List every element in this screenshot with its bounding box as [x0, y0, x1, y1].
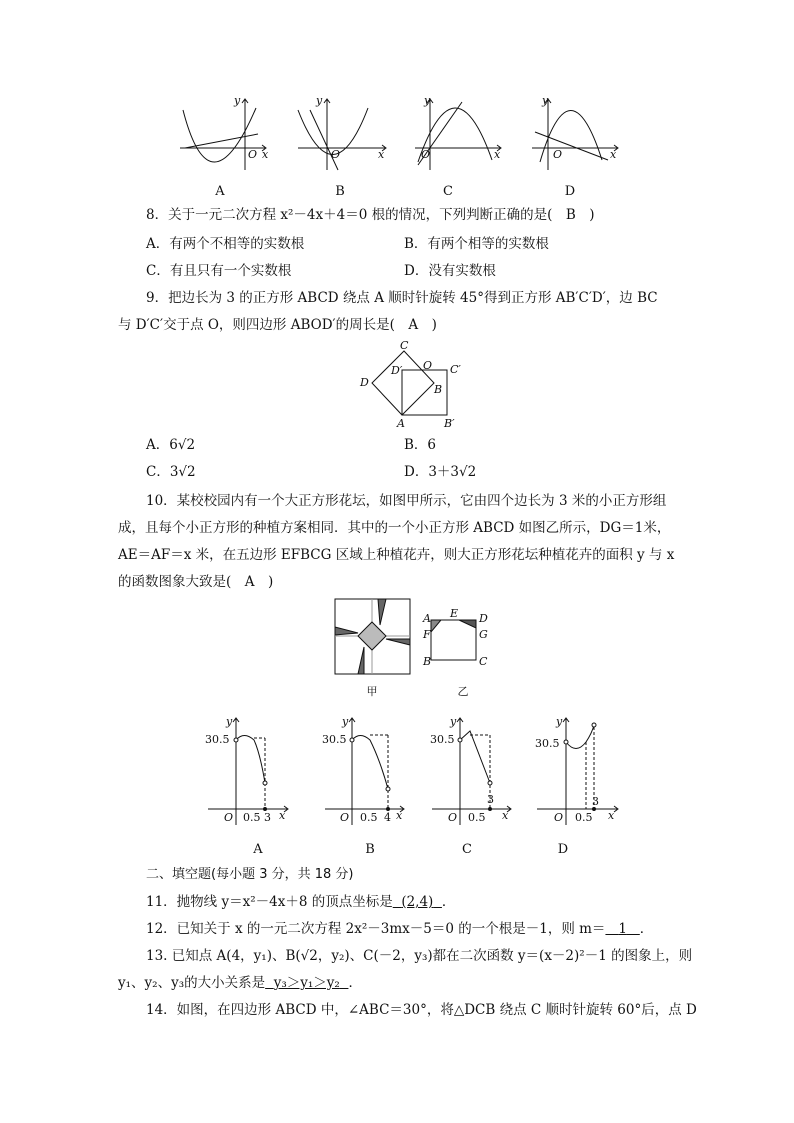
gD-y: y — [556, 715, 563, 728]
yi-label-a: A — [423, 612, 431, 625]
gB-y: y — [342, 715, 349, 728]
q8-option-d: D．没有实数根 — [404, 263, 496, 279]
gD-t1: 0.5 — [575, 811, 593, 824]
q11-end: ． — [441, 894, 456, 910]
q10-graph-label-b: B — [365, 842, 375, 857]
q9-option-b: B．6 — [404, 437, 437, 453]
gC-t1: 0.5 — [468, 811, 486, 824]
q13-answer: y₃＞y₁＞y₂ — [273, 975, 340, 991]
gA-val: 30.5 — [205, 733, 230, 746]
q9-option-a: A．6√2 — [146, 437, 196, 453]
q11 — [146, 893, 455, 911]
q7-label-c: C — [443, 184, 453, 199]
q7-b-x: x — [378, 148, 385, 161]
yi-label-e: E — [450, 607, 459, 620]
gC-y: y — [450, 715, 457, 728]
q7-label-a: A — [215, 184, 225, 199]
q9-label-d-prime: D′ — [391, 364, 403, 377]
q9-figure — [0, 340, 794, 430]
q7-graphs — [0, 0, 794, 200]
yi-label-b: B — [423, 655, 432, 668]
q10-figures — [0, 595, 794, 705]
gB-t1: 0.5 — [360, 811, 378, 824]
yi-label-g: G — [479, 628, 488, 641]
q9-line1: 9．把边长为 3 的正方形 ABCD 绕点 A 顺时针旋转 45°得到正方形 AB′C′D′，边 BC — [146, 290, 658, 306]
gA-y: y — [226, 715, 233, 728]
q11-answer: (2,4) — [401, 894, 434, 910]
q10-line4: 的函数图象大致是( A ) — [118, 574, 274, 590]
figure-jia — [335, 599, 410, 674]
gD-x: x — [608, 809, 615, 822]
q13-line2-pre: y₁、y₂、y₃的大小关系是 — [118, 975, 266, 991]
gB-o: O — [340, 811, 350, 824]
q8-option-c: C．有且只有一个实数根 — [146, 263, 292, 279]
gB-t2: 4 — [384, 811, 391, 824]
q8-option-a: A．有两个不相等的实数根 — [146, 236, 305, 252]
q7-a-o: O — [248, 148, 258, 161]
q9-option-c: C．3√2 — [146, 464, 196, 480]
gA-o: O — [224, 811, 234, 824]
q9-option-d: D．3＋3√2 — [404, 464, 477, 480]
q9-label-a: A — [397, 417, 405, 430]
fig-jia-caption: 甲 — [366, 685, 378, 698]
q12-stem: 12．已知关于 x 的一元二次方程 2x²－3mx－5＝0 的一个根是－1，则 m＝ — [146, 921, 606, 937]
q9-label-o: O — [423, 359, 433, 372]
gA-t2: 3 — [264, 811, 271, 824]
gC-t2: 3 — [487, 793, 494, 806]
q7-a-y: y — [234, 94, 241, 107]
q12-answer: 1 — [618, 921, 627, 937]
gC-o: O — [448, 811, 458, 824]
q13-line1: 13. 已知点 A(4，y₁)、B(√2，y₂)、C(－2，y₃)都在二次函数 y＝(x－2)²－1 的图象上，则 — [146, 948, 693, 964]
yi-label-f: F — [423, 628, 431, 641]
q9-label-d: D — [360, 376, 369, 389]
yi-label-c: C — [479, 655, 488, 668]
q8-option-b: B．有两个相等的实数根 — [404, 236, 549, 252]
q11-stem: 11．抛物线 y＝x²－4x＋8 的顶点坐标是 — [146, 894, 393, 910]
gC-x: x — [502, 809, 509, 822]
q7-d-x: x — [610, 148, 617, 161]
q9-label-c-prime: C′ — [450, 363, 461, 376]
q13-end: ． — [348, 975, 362, 991]
q10-line1: 10．某校校园内有一个大正方形花坛，如图甲所示，它由四个边长为 3 米的小正方形组 — [146, 493, 667, 509]
q7-b-y: y — [316, 94, 323, 107]
gB-val: 30.5 — [322, 733, 347, 746]
q10-graph-label-d: D — [557, 842, 569, 857]
q7-label-b: B — [335, 184, 345, 199]
q12-end: ． — [639, 921, 654, 937]
q10-graph-label-c: C — [462, 842, 472, 857]
yi-label-d: D — [479, 612, 488, 625]
q10-line2: 成，且每个小正方形的种植方案相同．其中的一个小正方形 ABCD 如图乙所示，DG＝1米， — [118, 520, 671, 536]
gC-val: 30.5 — [430, 733, 455, 746]
q7-c-y: y — [424, 94, 431, 107]
gD-t2: 3 — [592, 795, 599, 808]
q7-a-x: x — [262, 148, 269, 161]
q9-label-b: B — [434, 383, 443, 396]
q10-graphs — [0, 705, 794, 865]
q10-line3: AE＝AF＝x 米，在五边形 EFBCG 区域上种植花卉，则大正方形花坛种植花卉的面积 y 与 x — [118, 547, 675, 563]
q7-d-o: O — [553, 148, 563, 161]
section2-title: 二、填空题(每小题 3 分，共 18 分) — [146, 867, 354, 882]
fig-yi-caption: 乙 — [457, 685, 469, 698]
q9-label-b-prime: B′ — [444, 417, 455, 430]
q9-label-c: C — [400, 340, 409, 352]
q7-c-x: x — [494, 148, 501, 161]
q14-line1: 14．如图，在四边形 ABCD 中，∠ABC＝30°，将△DCB 绕点 C 顺时针旋转 60°后，点 D — [146, 1002, 697, 1018]
gD-o: O — [554, 811, 564, 824]
gB-x: x — [396, 809, 403, 822]
q10-graph-label-a: A — [253, 842, 263, 857]
gA-t1: 0.5 — [243, 811, 261, 824]
q7-b-o: O — [331, 148, 341, 161]
q13-line2 — [118, 974, 362, 992]
q7-label-d: D — [564, 184, 576, 199]
q12 — [146, 920, 653, 938]
q7-d-y: y — [542, 94, 549, 107]
figure-yi — [431, 620, 476, 660]
gD-val: 30.5 — [535, 737, 560, 750]
q7-c-o: O — [421, 148, 431, 161]
gA-x: x — [279, 809, 286, 822]
q8-stem: 8．关于一元二次方程 x²－4x＋4＝0 根的情况，下列判断正确的是( B ) — [146, 207, 595, 223]
q9-line2: 与 D′C′交于点 O，则四边形 ABOD′的周长是( A ) — [118, 317, 437, 333]
